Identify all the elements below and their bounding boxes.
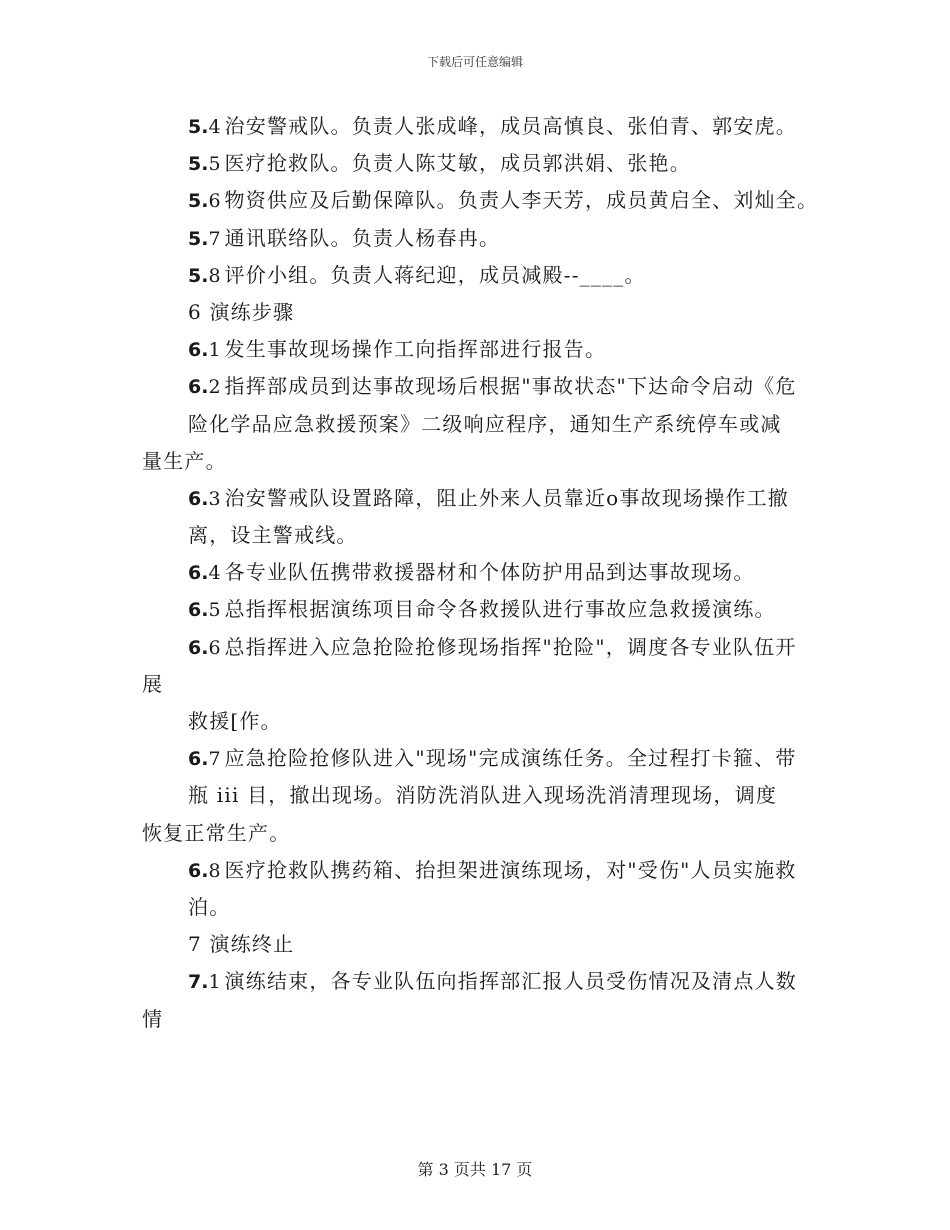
paragraph-line [142,108,832,145]
subsection-number: 5 [208,599,221,622]
section-number: 6. [188,339,209,362]
section-number: 6. [188,636,209,659]
paragraph-line [142,815,832,852]
paragraph-line [142,777,832,814]
paragraph-line [142,368,832,405]
subsection-number: 1 [208,339,221,362]
line-text: 量生产。 [142,448,227,473]
paragraph-line [142,220,832,257]
section-number: 5. [188,116,209,138]
paragraph-line [142,443,832,480]
subsection-number: 5 [208,153,221,176]
subsection-number: 3 [208,487,221,510]
document-body [142,108,832,1038]
section-number: 5. [188,264,209,287]
line-text: 评价小组。负责人蒋纪迎，成员减殿--____。 [224,262,646,287]
subsection-number: 7 [208,227,221,250]
line-text: 总指挥进入应急抢险抢修现场指挥"抢险"，调度各专业队伍开 [224,634,797,659]
line-text: 泊。 [188,894,231,919]
paragraph-line [142,591,832,628]
subsection-number: 1 [208,971,221,994]
line-text: 6 演练步骤 [188,299,295,324]
line-text: 瓶 iii 目，撤出现场。消防洗消队进入现场洗消清理现场，调度 [188,783,778,808]
subsection-number: 8 [208,859,221,882]
paragraph-line [142,517,832,554]
paragraph-line [142,554,832,591]
paragraph-line [142,145,832,182]
paragraph-line [142,257,832,294]
line-text: 演练结束，各专业队伍向指挥部汇报人员受伤情况及清点人数 [224,969,797,994]
paragraph-line [142,703,832,740]
subsection-number: 4 [208,562,221,585]
section-number: 6. [188,376,209,399]
subsection-number: 2 [208,376,221,399]
paragraph-line [142,406,832,443]
paragraph-line [142,740,832,777]
line-text: 展 [142,671,164,696]
line-text: 指挥部成员到达事故现场后根据"事故状态"下达命令启动《危 [224,374,797,399]
section-number: 5. [188,227,209,250]
section-number: 6. [188,748,209,771]
line-text: 总指挥根据演练项目命令各救援队进行事故应急救援演练。 [224,597,776,622]
page-footer: 第 3 页共 17 页 [417,1160,533,1179]
paragraph-line [142,182,832,219]
subsection-number: 7 [208,748,221,771]
section-heading [142,294,832,331]
section-number: 6. [188,562,209,585]
section-heading [142,926,832,963]
line-text: 离，设主警戒线。 [188,523,358,548]
subsection-number: 6 [208,636,221,659]
line-text: 治安警戒队。负责人张成峰，成员高慎良、张伯青、郭安虎。 [224,114,797,138]
subsection-number: 8 [208,264,221,287]
paragraph-line [142,666,832,703]
line-text: 医疗抢救队携药箱、抬担架进演练现场，对"受伤"人员实施救 [224,857,797,882]
paragraph-line [142,1001,832,1038]
paragraph-line [142,889,832,926]
section-number: 6. [188,599,209,622]
line-text: 恢复正常生产。 [142,820,291,845]
subsection-number: 6 [208,190,221,213]
paragraph-line [142,963,832,1000]
line-text: 治安警戒队设置路障，阻止外来人员靠近o事故现场操作工撤 [224,485,789,510]
subsection-number: 4 [208,116,221,138]
line-text: 发生事故现场操作工向指挥部进行报告。 [224,337,607,362]
section-number: 6. [188,859,209,882]
section-number: 6. [188,487,209,510]
line-text: 险化学品应急救援预案》二级响应程序，通知生产系统停车或减 [188,411,782,436]
section-number: 5. [188,190,209,213]
paragraph-line [142,629,832,666]
line-text: 通讯联络队。负责人杨春冉。 [224,225,501,250]
line-text: 救援[作。 [188,709,282,733]
paragraph-line [142,852,832,889]
section-number: 7. [188,971,209,994]
paragraph-line [142,331,832,368]
line-text: 情 [142,1006,164,1031]
line-text: 物资供应及后勤保障队。负责人李天芳，成员黄启全、刘灿全。 [224,188,819,213]
line-text: 7 演练终止 [188,932,295,957]
page-header: 下载后可任意编辑 [426,55,523,69]
line-text: 应急抢险抢修队进入"现场"完成演练任务。全过程打卡箍、带 [224,746,797,771]
line-text: 医疗抢救队。负责人陈艾敏，成员郭洪娟、张艳。 [224,151,691,176]
line-text: 各专业队伍携带救援器材和个体防护用品到达事故现场。 [224,560,755,585]
section-number: 5. [188,153,209,176]
paragraph-line [142,480,832,517]
